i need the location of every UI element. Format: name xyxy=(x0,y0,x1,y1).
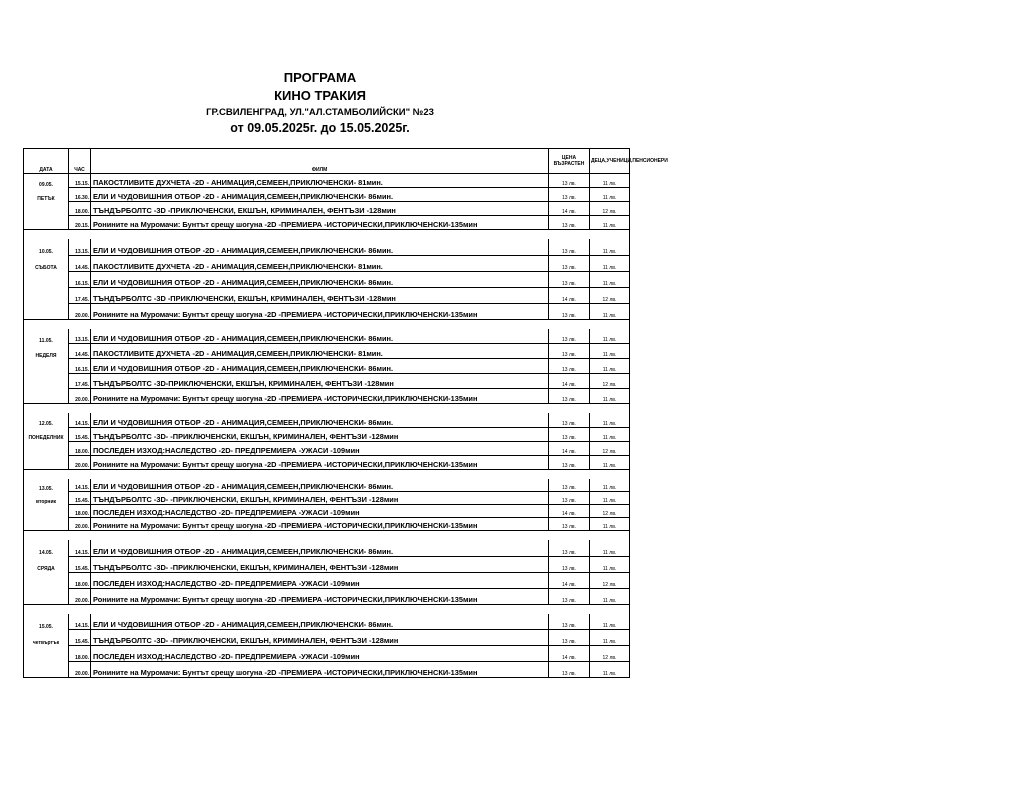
day-weekday: СРЯДА xyxy=(24,556,69,572)
adult-price: 13 лв. xyxy=(549,216,590,230)
day-weekday: НЕДЕЛЯ xyxy=(24,344,69,359)
adult-price: 13 лв. xyxy=(549,614,590,630)
film-title: ПОСЛЕДЕН ИЗХОД:НАСЛЕДСТВО -2D- ПРЕДПРЕМИЕРА -УЖАСИ -109мин xyxy=(91,441,549,455)
adult-price: 13 лв. xyxy=(549,518,590,531)
reduced-price: 11 лв. xyxy=(590,303,630,319)
reduced-price: 11 лв. xyxy=(590,492,630,505)
show-time: 17.45. xyxy=(69,287,91,303)
table-header-row xyxy=(24,149,630,174)
day-weekday: СЪБОТА xyxy=(24,255,69,271)
show-time: 15.45. xyxy=(69,492,91,505)
adult-price: 14 лв. xyxy=(549,374,590,389)
adult-price: 14 лв. xyxy=(549,441,590,455)
adult-price: 13 лв. xyxy=(549,389,590,404)
day-cell xyxy=(24,588,69,604)
adult-price: 13 лв. xyxy=(549,303,590,319)
adult-price: 13 лв. xyxy=(549,588,590,604)
show-time: 18.00. xyxy=(69,441,91,455)
day-cell xyxy=(24,505,69,518)
day-separator xyxy=(24,469,630,479)
column-header-time: ЧАС xyxy=(69,149,91,174)
table-row xyxy=(24,479,630,492)
table-row xyxy=(24,255,630,271)
show-time: 20.15. xyxy=(69,216,91,230)
show-time: 13.15. xyxy=(69,329,91,344)
table-row xyxy=(24,441,630,455)
table-row xyxy=(24,271,630,287)
table-row xyxy=(24,455,630,469)
table-row xyxy=(24,374,630,389)
day-cell xyxy=(24,441,69,455)
adult-price: 13 лв. xyxy=(549,255,590,271)
adult-price: 14 лв. xyxy=(549,572,590,588)
film-title: ПОСЛЕДЕН ИЗХОД:НАСЛЕДСТВО -2D- ПРЕДПРЕМИЕРА -УЖАСИ -109мин xyxy=(91,646,549,662)
day-date: 15.05. xyxy=(24,614,69,630)
table-row xyxy=(24,389,630,404)
reduced-price: 11 лв. xyxy=(590,427,630,441)
table-row xyxy=(24,174,630,188)
day-weekday: четвъртък xyxy=(24,630,69,646)
adult-price: 14 лв. xyxy=(549,287,590,303)
reduced-price: 11 лв. xyxy=(590,518,630,531)
adult-price: 13 лв. xyxy=(549,662,590,678)
reduced-price: 11 лв. xyxy=(590,455,630,469)
table-row xyxy=(24,662,630,678)
schedule-period: от 09.05.2025г. до 15.05.2025г. xyxy=(230,121,410,135)
page-title: ПРОГРАМА xyxy=(283,70,357,85)
show-time: 14.15. xyxy=(69,479,91,492)
table-row xyxy=(24,588,630,604)
show-time: 18.00. xyxy=(69,505,91,518)
day-cell xyxy=(24,455,69,469)
day-date: 11.05. xyxy=(24,329,69,344)
day-cell xyxy=(24,287,69,303)
reduced-price: 12 лв. xyxy=(590,505,630,518)
show-time: 14.15. xyxy=(69,614,91,630)
reduced-price: 11 лв. xyxy=(590,630,630,646)
film-title: ЕЛИ И ЧУДОВИШНИЯ ОТБОР -2D - АНИМАЦИЯ,СЕМЕЕН,ПРИКЛЮЧЕНСКИ- 86мин. xyxy=(91,359,549,374)
day-cell xyxy=(24,271,69,287)
reduced-price: 11 лв. xyxy=(590,174,630,188)
day-date: 10.05. xyxy=(24,239,69,255)
table-row xyxy=(24,540,630,556)
day-date: 13.05. xyxy=(24,479,69,492)
show-time: 18.00. xyxy=(69,572,91,588)
reduced-price: 11 лв. xyxy=(590,359,630,374)
table-row xyxy=(24,239,630,255)
show-time: 14.45. xyxy=(69,255,91,271)
table-row xyxy=(24,505,630,518)
day-separator xyxy=(24,230,630,240)
day-date: 14.05. xyxy=(24,540,69,556)
film-title: ТЪНДЪРБОЛТС -3D- -ПРИКЛЮЧЕНСКИ, ЕКШЪН, КРИМИНАЛЕН, ФЕНТЪЗИ -128мин xyxy=(91,492,549,505)
film-title: Ронините на Муромачи: Бунтът срещу шогуна -2D -ПРЕМИЕРА -ИСТОРИЧЕСКИ,ПРИКЛЮЧЕНСКИ-135мин xyxy=(91,588,549,604)
show-time: 20.00. xyxy=(69,588,91,604)
film-title: Ронините на Муромачи: Бунтът срещу шогуна -2D -ПРЕМИЕРА -ИСТОРИЧЕСКИ,ПРИКЛЮЧЕНСКИ-135мин xyxy=(91,455,549,469)
adult-price: 13 лв. xyxy=(549,427,590,441)
adult-price: 13 лв. xyxy=(549,492,590,505)
adult-price: 13 лв. xyxy=(549,239,590,255)
film-title: ПАКОСТЛИВИТЕ ДУХЧЕТА -2D - АНИМАЦИЯ,СЕМЕЕН,ПРИКЛЮЧЕНСКИ- 81мин. xyxy=(91,255,549,271)
film-title: ПОСЛЕДЕН ИЗХОД:НАСЛЕДСТВО -2D- ПРЕДПРЕМИЕРА -УЖАСИ -109мин xyxy=(91,572,549,588)
day-separator xyxy=(24,604,630,614)
show-time: 16.15. xyxy=(69,359,91,374)
cinema-name: КИНО ТРАКИЯ xyxy=(274,88,366,103)
day-cell xyxy=(24,572,69,588)
show-time: 14.15. xyxy=(69,540,91,556)
day-cell xyxy=(24,374,69,389)
film-title: ЕЛИ И ЧУДОВИШНИЯ ОТБОР -2D - АНИМАЦИЯ,СЕМЕЕН,ПРИКЛЮЧЕНСКИ- 86мин. xyxy=(91,540,549,556)
reduced-price: 11 лв. xyxy=(590,216,630,230)
film-title: ЕЛИ И ЧУДОВИШНИЯ ОТБОР -2D - АНИМАЦИЯ,СЕМЕЕН,ПРИКЛЮЧЕНСКИ- 86мин. xyxy=(91,614,549,630)
table-row xyxy=(24,216,630,230)
film-title: ТЪНДЪРБОЛТС -3D- -ПРИКЛЮЧЕНСКИ, ЕКШЪН, КРИМИНАЛЕН, ФЕНТЪЗИ -128мин xyxy=(91,630,549,646)
show-time: 20.00. xyxy=(69,455,91,469)
film-title: Ронините на Муромачи: Бунтът срещу шогуна -2D -ПРЕМИЕРА -ИСТОРИЧЕСКИ,ПРИКЛЮЧЕНСКИ-135мин xyxy=(91,518,549,531)
reduced-price: 12 лв. xyxy=(590,374,630,389)
reduced-price: 12 лв. xyxy=(590,646,630,662)
film-title: ПАКОСТЛИВИТЕ ДУХЧЕТА -2D - АНИМАЦИЯ,СЕМЕЕН,ПРИКЛЮЧЕНСКИ- 81мин. xyxy=(91,344,549,359)
adult-price: 13 лв. xyxy=(549,344,590,359)
reduced-price: 11 лв. xyxy=(590,479,630,492)
film-title: ЕЛИ И ЧУДОВИШНИЯ ОТБОР -2D - АНИМАЦИЯ,СЕМЕЕН,ПРИКЛЮЧЕНСКИ- 86мин. xyxy=(91,413,549,427)
table-row xyxy=(24,287,630,303)
table-row xyxy=(24,202,630,216)
adult-price: 13 лв. xyxy=(549,413,590,427)
adult-price: 13 лв. xyxy=(549,630,590,646)
adult-price: 13 лв. xyxy=(549,329,590,344)
show-time: 14.15. xyxy=(69,413,91,427)
film-title: Ронините на Муромачи: Бунтът срещу шогуна -2D -ПРЕМИЕРА -ИСТОРИЧЕСКИ,ПРИКЛЮЧЕНСКИ-135мин xyxy=(91,216,549,230)
day-separator xyxy=(24,531,630,541)
day-cell xyxy=(24,389,69,404)
reduced-price: 11 лв. xyxy=(590,344,630,359)
reduced-price: 12 лв. xyxy=(590,441,630,455)
table-row xyxy=(24,359,630,374)
film-title: ПОСЛЕДЕН ИЗХОД:НАСЛЕДСТВО -2D- ПРЕДПРЕМИЕРА -УЖАСИ -109мин xyxy=(91,505,549,518)
cinema-address: ГР.СВИЛЕНГРАД, УЛ."АЛ.СТАМБОЛИЙСКИ" №23 xyxy=(206,107,434,118)
adult-price: 13 лв. xyxy=(549,271,590,287)
film-title: ТЪНДЪРБОЛТС -3D -ПРИКЛЮЧЕНСКИ, ЕКШЪН, КРИМИНАЛЕН, ФЕНТЪЗИ -128мин xyxy=(91,202,549,216)
film-title: ЕЛИ И ЧУДОВИШНИЯ ОТБОР -2D - АНИМАЦИЯ,СЕМЕЕН,ПРИКЛЮЧЕНСКИ- 86мин. xyxy=(91,329,549,344)
adult-price: 13 лв. xyxy=(549,540,590,556)
day-weekday: ПОНЕДЕЛНИК xyxy=(24,427,69,441)
film-title: Ронините на Муромачи: Бунтът срещу шогуна -2D -ПРЕМИЕРА -ИСТОРИЧЕСКИ,ПРИКЛЮЧЕНСКИ-135мин xyxy=(91,303,549,319)
reduced-price: 11 лв. xyxy=(590,614,630,630)
day-cell xyxy=(24,202,69,216)
film-title: ТЪНДЪРБОЛТС -3D- -ПРИКЛЮЧЕНСКИ, ЕКШЪН, КРИМИНАЛЕН, ФЕНТЪЗИ -128мин xyxy=(91,556,549,572)
day-weekday: ПЕТЪК xyxy=(24,188,69,202)
day-separator xyxy=(24,319,630,329)
day-cell xyxy=(24,646,69,662)
column-header-film: ФИЛМ xyxy=(91,149,549,174)
day-separator xyxy=(24,404,630,414)
film-title: Ронините на Муромачи: Бунтът срещу шогуна -2D -ПРЕМИЕРА -ИСТОРИЧЕСКИ,ПРИКЛЮЧЕНСКИ-135мин xyxy=(91,662,549,678)
adult-price: 14 лв. xyxy=(549,505,590,518)
film-title: ЕЛИ И ЧУДОВИШНИЯ ОТБОР -2D - АНИМАЦИЯ,СЕМЕЕН,ПРИКЛЮЧЕНСКИ- 86мин. xyxy=(91,188,549,202)
film-title: ТЪНДЪРБОЛТС -3D-ПРИКЛЮЧЕНСКИ, ЕКШЪН, КРИМИНАЛЕН, ФЕНТЪЗИ -128мин xyxy=(91,374,549,389)
table-row xyxy=(24,492,630,505)
show-time: 17.45. xyxy=(69,374,91,389)
table-row xyxy=(24,518,630,531)
adult-price: 13 лв. xyxy=(549,174,590,188)
show-time: 20.00. xyxy=(69,303,91,319)
show-time: 18.00. xyxy=(69,202,91,216)
reduced-price: 11 лв. xyxy=(590,662,630,678)
reduced-price: 11 лв. xyxy=(590,329,630,344)
show-time: 18.00. xyxy=(69,646,91,662)
show-time: 20.00. xyxy=(69,662,91,678)
reduced-price: 11 лв. xyxy=(590,413,630,427)
show-time: 16.30. xyxy=(69,188,91,202)
table-row xyxy=(24,344,630,359)
column-header-adult-price: ЦЕНА ВЪЗРАСТЕН xyxy=(549,149,590,174)
day-date: 09.05. xyxy=(24,174,69,188)
film-title: ЕЛИ И ЧУДОВИШНИЯ ОТБОР -2D - АНИМАЦИЯ,СЕМЕЕН,ПРИКЛЮЧЕНСКИ- 86мин. xyxy=(91,271,549,287)
adult-price: 13 лв. xyxy=(549,359,590,374)
reduced-price: 11 лв. xyxy=(590,255,630,271)
show-time: 13.15. xyxy=(69,239,91,255)
film-title: ЕЛИ И ЧУДОВИШНИЯ ОТБОР -2D - АНИМАЦИЯ,СЕМЕЕН,ПРИКЛЮЧЕНСКИ- 86мин. xyxy=(91,479,549,492)
reduced-price: 11 лв. xyxy=(590,389,630,404)
reduced-price: 12 лв. xyxy=(590,202,630,216)
adult-price: 13 лв. xyxy=(549,479,590,492)
table-row xyxy=(24,303,630,319)
table-row xyxy=(24,556,630,572)
day-cell xyxy=(24,359,69,374)
show-time: 20.00. xyxy=(69,518,91,531)
show-time: 15.45. xyxy=(69,556,91,572)
film-title: ТЪНДЪРБОЛТС -3D- -ПРИКЛЮЧЕНСКИ, ЕКШЪН, КРИМИНАЛЕН, ФЕНТЪЗИ -128мин xyxy=(91,427,549,441)
table-row xyxy=(24,427,630,441)
adult-price: 14 лв. xyxy=(549,646,590,662)
table-row xyxy=(24,572,630,588)
show-time: 20.00. xyxy=(69,389,91,404)
show-time: 15.15. xyxy=(69,174,91,188)
table-row xyxy=(24,329,630,344)
table-row xyxy=(24,630,630,646)
film-title: ЕЛИ И ЧУДОВИШНИЯ ОТБОР -2D - АНИМАЦИЯ,СЕМЕЕН,ПРИКЛЮЧЕНСКИ- 86мин. xyxy=(91,239,549,255)
column-header-date: ДАТА xyxy=(24,149,69,174)
reduced-price: 11 лв. xyxy=(590,556,630,572)
schedule-table xyxy=(23,148,668,678)
table-row xyxy=(24,646,630,662)
table-row xyxy=(24,614,630,630)
adult-price: 13 лв. xyxy=(549,455,590,469)
reduced-price: 12 лв. xyxy=(590,572,630,588)
adult-price: 13 лв. xyxy=(549,188,590,202)
reduced-price: 11 лв. xyxy=(590,588,630,604)
film-title: ПАКОСТЛИВИТЕ ДУХЧЕТА -2D - АНИМАЦИЯ,СЕМЕЕН,ПРИКЛЮЧЕНСКИ- 81мин. xyxy=(91,174,549,188)
show-time: 15.45. xyxy=(69,427,91,441)
reduced-price: 12 лв. xyxy=(590,287,630,303)
table-row xyxy=(24,188,630,202)
day-cell xyxy=(24,303,69,319)
day-cell xyxy=(24,518,69,531)
show-time: 14.45. xyxy=(69,344,91,359)
day-cell xyxy=(24,662,69,678)
show-time: 16.15. xyxy=(69,271,91,287)
film-title: ТЪНДЪРБОЛТС -3D -ПРИКЛЮЧЕНСКИ, ЕКШЪН, КРИМИНАЛЕН, ФЕНТЪЗИ -128мин xyxy=(91,287,549,303)
table-row xyxy=(24,413,630,427)
show-time: 15.45. xyxy=(69,630,91,646)
reduced-price: 11 лв. xyxy=(590,540,630,556)
reduced-price: 11 лв. xyxy=(590,188,630,202)
adult-price: 13 лв. xyxy=(549,556,590,572)
adult-price: 14 лв. xyxy=(549,202,590,216)
reduced-price: 11 лв. xyxy=(590,239,630,255)
day-cell xyxy=(24,216,69,230)
film-title: Ронините на Муромачи: Бунтът срещу шогуна -2D -ПРЕМИЕРА -ИСТОРИЧЕСКИ,ПРИКЛЮЧЕНСКИ-135мин xyxy=(91,389,549,404)
column-header-reduced-price: ДЕЦА,УЧЕНИЦИ,ПЕНСИОНЕРИ xyxy=(590,149,630,174)
day-weekday: вторник xyxy=(24,492,69,505)
day-date: 12.05. xyxy=(24,413,69,427)
reduced-price: 11 лв. xyxy=(590,271,630,287)
